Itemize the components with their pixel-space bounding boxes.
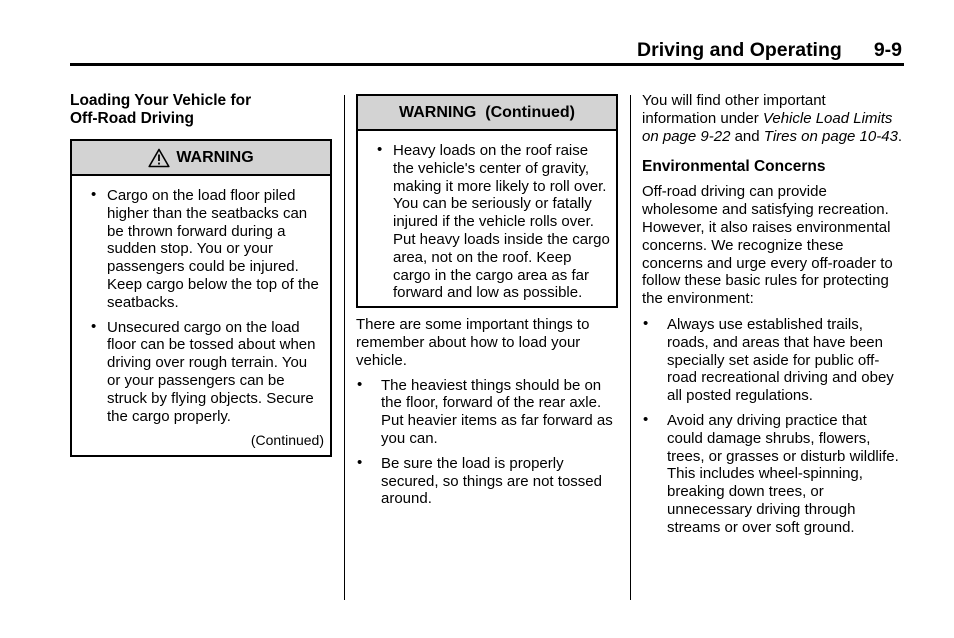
environmental-rules-list [642, 316, 904, 537]
bullet-icon: • [377, 141, 383, 158]
list-item: • Avoid any driving practice that could damage shrubs, flowers, trees, or grasses or disturb wildlife. This includes wheel-spinning, breaking down trees, or unnecessary driving through streams or over soft ground. [643, 410, 899, 536]
column-divider-2 [630, 95, 631, 600]
warning-header [358, 96, 616, 131]
column-right [642, 92, 904, 544]
continued-label: (Continued) [250, 432, 324, 449]
bullet-icon: • [357, 375, 363, 393]
section-heading-loading: Loading Your Vehicle for Off-Road Driving [70, 92, 252, 127]
page-header [637, 39, 902, 61]
warning-header [72, 141, 330, 176]
warning-body [358, 131, 616, 306]
warning-item: • Cargo on the load floor piled higher than the seatbacks can be thrown forward during a sudden stop. You or your passengers could be injured. Keep cargo below the top of the seatbacks. [91, 186, 319, 311]
reference-paragraph: You will find other important information under Vehicle Load Limits on page 9-22 and Tires on page 10-43. [642, 92, 903, 145]
warning-item: • Heavy loads on the roof raise the vehicle's center of gravity, making it more likely to roll over. You can be seriously or fatally injured if the vehicle rolls over. Put heavy loads inside the cargo area, not on the roof. Keep cargo in the cargo area as far forward and low as possible. [377, 141, 610, 302]
header-rule [70, 63, 904, 66]
warning-box-continued [356, 94, 618, 308]
warning-item: • Unsecured cargo on the load floor can be tossed about when driving over rough terrain. You or your passengers can be struck by flying objects. Secure the cargo properly. [91, 317, 316, 425]
warning-body [72, 176, 330, 455]
link-tires[interactable]: Tires on page 10-43 [763, 127, 898, 145]
loading-intro-paragraph: There are some important things to remember about how to load your vehicle. [356, 316, 590, 369]
bullet-icon: • [91, 186, 97, 203]
warning-title: WARNING [176, 148, 254, 166]
column-left [70, 92, 332, 457]
bullet-icon: • [643, 410, 649, 428]
section-title: Driving and Operating [637, 39, 842, 61]
warning-box [70, 139, 332, 457]
list-item: • Always use established trails, roads, and areas that have been specially set aside for public off-road recreational driving and obey all posted regulations. [643, 314, 894, 405]
column-middle [356, 92, 618, 515]
bullet-icon: • [91, 317, 97, 335]
bullet-icon: • [643, 314, 649, 332]
warning-triangle-icon [148, 148, 170, 168]
link-vehicle-load-limits[interactable]: Vehicle Load Limits on page 9-22 [642, 109, 893, 145]
page-number: 9-9 [873, 39, 902, 61]
section-heading-environmental: Environmental Concerns [642, 158, 826, 176]
column-divider-1 [344, 95, 345, 600]
warning-title: WARNING (Continued) [399, 103, 575, 121]
loading-tips-list [356, 377, 618, 509]
bullet-icon: • [357, 453, 363, 471]
list-item: • Be sure the load is properly secured, so things are not tossed around. [357, 453, 602, 508]
environmental-paragraph: Off-road driving can provide wholesome and satisfying recreation. However, it also raises environmental concerns. We recognize these concerns and urge every off-roader to follow these basic rules for protecting the environment: [642, 183, 893, 308]
list-item: • The heaviest things should be on the floor, forward of the rear axle. Put heavier items as far forward as you can. [357, 375, 613, 447]
